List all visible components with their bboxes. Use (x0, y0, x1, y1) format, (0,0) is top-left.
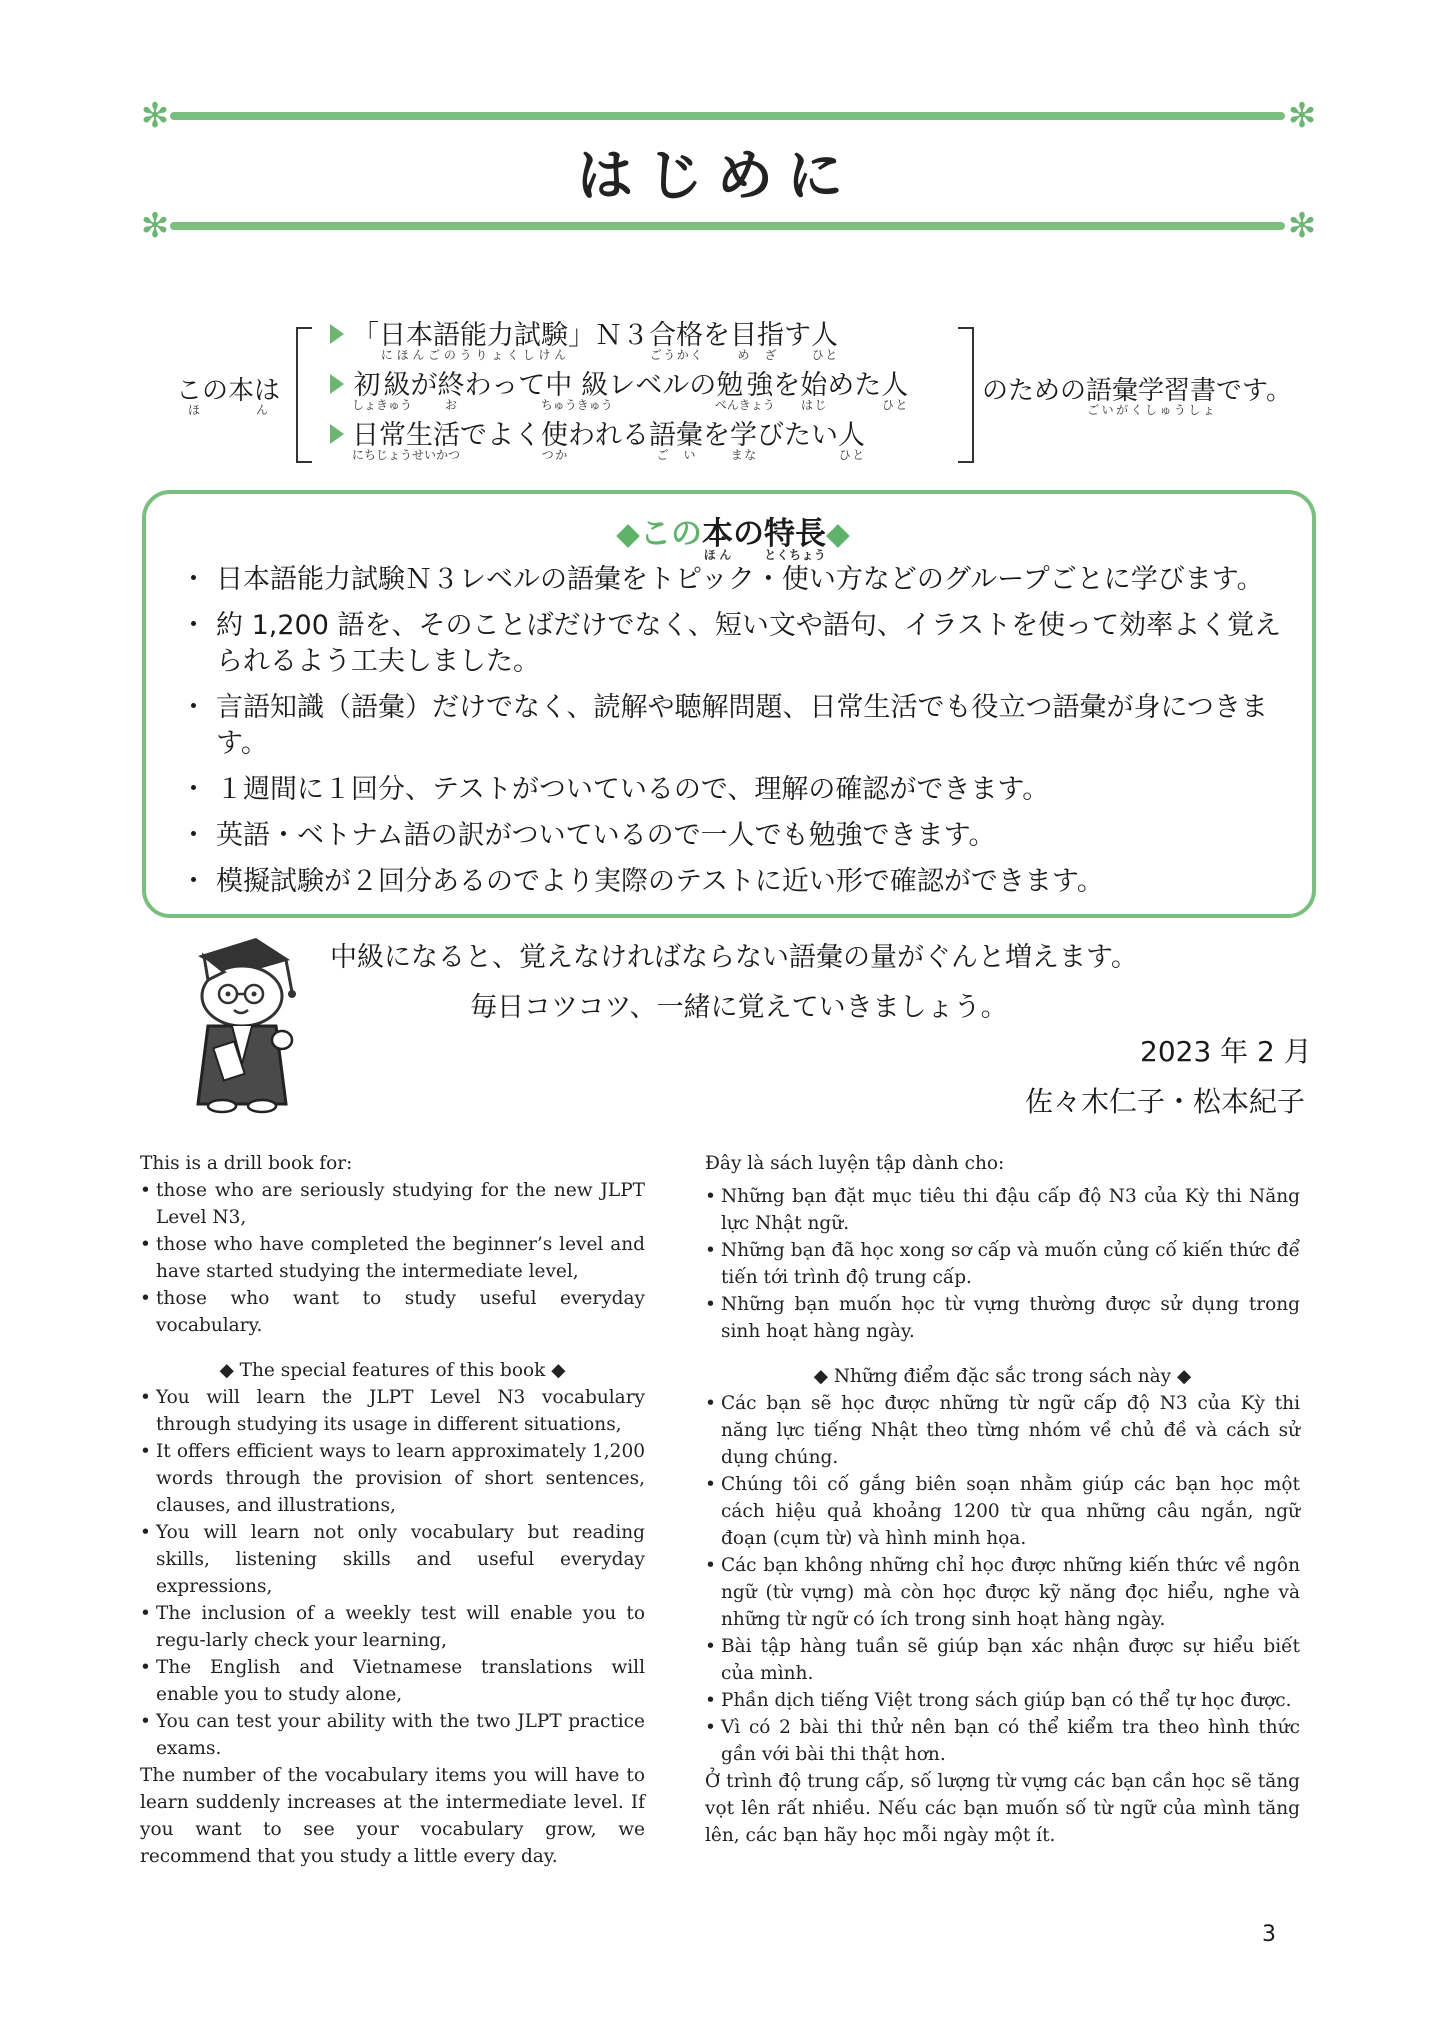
list-item: • those who want to study useful everyday vocabulary. (140, 1285, 645, 1339)
feature-item: ・ 模擬試験が２回分あるのでより実際のテストに近い形で確認ができます。 (184, 864, 1294, 900)
list-item: • Vì có 2 bài thi thử nên bạn có thể kiểm tra theo hình thức gần với bài thi thật hơn. (705, 1714, 1300, 1768)
list-item: • Các bạn sẽ học được những từ ngữ cấp độ N3 của Kỳ thi năng lực tiếng Nhật theo từng nhóm về chủ đề và cách sử dụng chúng. (705, 1390, 1300, 1471)
vietnamese-target-list (705, 1183, 1300, 1345)
target-item: 「日本語能力試験にほんごのうりょくしけん」Ｎ３合格ごうかくを目指めざす人ひと (330, 318, 908, 368)
english-intro: This is a drill book for: (140, 1153, 353, 1174)
flower-icon: ✻ (140, 96, 170, 136)
intro-tail: のための語彙学習書ごいがくしゅうしょです。 (982, 376, 1292, 417)
list-item: • Bài tập hàng tuần sẽ giúp bạn xác nhận được sự hiểu biết của mình. (705, 1633, 1300, 1687)
intro-lead: この本はほん (176, 376, 281, 417)
english-features-list (140, 1384, 645, 1762)
list-item: • You can test your ability with the two JLPT practice exams. (140, 1708, 645, 1762)
feature-item: ・ １週間に１回分、テストがついているので、理解の確認ができます。 (184, 772, 1294, 808)
page-number: 3 (1262, 1922, 1276, 1947)
title-rule-bottom (170, 222, 1285, 230)
english-features-heading: ◆ The special features of this book ◆ (219, 1360, 566, 1381)
page-title: はじめに (577, 144, 857, 209)
features-list (184, 562, 1294, 910)
triangle-bullet-icon (330, 324, 344, 344)
cat-graduate-mascot (178, 934, 308, 1114)
vietnamese-closing: Ở trình độ trung cấp, số lượng từ vựng các bạn cần học sẽ tăng vọt lên rất nhiều. Nếu các bạn muốn số từ ngữ của mình tăng lên, các bạn hãy học mỗi ngày một ít. (705, 1771, 1300, 1846)
list-item: • It offers efficient ways to learn approximately 1,200 words through the provision of short sentences, clauses, and illustrations, (140, 1438, 645, 1519)
list-item: • Những bạn đặt mục tiêu thi đậu cấp độ N3 của Kỳ thi Năng lực Nhật ngữ. (705, 1183, 1300, 1237)
list-item: • Những bạn muốn học từ vựng thường được sử dụng trong sinh hoạt hàng ngày. (705, 1291, 1300, 1345)
vietnamese-intro: Đây là sách luyện tập dành cho: (705, 1153, 1005, 1174)
date: 2023 年 2 月 (1140, 1035, 1312, 1068)
title-rule-top (170, 112, 1285, 120)
vietnamese-features-list (705, 1390, 1300, 1768)
feature-item: ・ 言語知識（語彙）だけでなく、読解や聴解問題、日常生活でも役立つ語彙が身につきます。 (184, 690, 1294, 762)
features-title: ◆この本ほんの特長とくちょう◆ (616, 516, 850, 562)
flower-icon: ✻ (1287, 206, 1317, 246)
flower-icon: ✻ (1287, 96, 1317, 136)
list-item: • Chúng tôi cố gắng biên soạn nhằm giúp các bạn học một cách hiệu quả khoảng 1200 từ qua những câu ngắn, ngữ đoạn (cụm từ) và hình minh họa. (705, 1471, 1300, 1552)
triangle-bullet-icon (330, 424, 344, 444)
vietnamese-column (705, 1150, 1300, 1849)
closing-message-line1: 中級になると、覚えなければならない語彙の量がぐんと増えます。 (330, 942, 1138, 973)
feature-item: ・ 英語・ベトナム語の訳がついているので一人でも勉強できます。 (184, 818, 1294, 854)
authors: 佐々木仁子・松本紀子 (1025, 1085, 1306, 1118)
flower-icon: ✻ (140, 206, 170, 246)
list-item: • The inclusion of a weekly test will enable you to regu-larly check your learning, (140, 1600, 645, 1654)
english-column (140, 1150, 645, 1870)
bracket-left (296, 327, 312, 463)
english-target-list (140, 1177, 645, 1339)
list-item: • The English and Vietnamese translations will enable you to study alone, (140, 1654, 645, 1708)
features-box (142, 490, 1316, 918)
target-item: 日常生活にちじょうせいかつでよく使つかわれる語彙ごいを学まなびたい人ひと (330, 418, 908, 468)
list-item: • You will learn the JLPT Level N3 vocabulary through studying its usage in different situations, (140, 1384, 645, 1438)
list-item: • Phần dịch tiếng Việt trong sách giúp bạn có thể tự học được. (705, 1687, 1300, 1714)
target-list (330, 318, 908, 468)
list-item: • Những bạn đã học xong sơ cấp và muốn củng cố kiến thức để tiến tới trình độ trung cấp. (705, 1237, 1300, 1291)
list-item: • Các bạn không những chỉ học được những kiến thức về ngôn ngữ (từ vựng) mà còn học được kỹ năng đọc hiểu, nghe và những từ ngữ có ích trong sinh hoạt hàng ngày. (705, 1552, 1300, 1633)
list-item: • those who have completed the beginner’s level and have started studying the intermediate level, (140, 1231, 645, 1285)
triangle-bullet-icon (330, 374, 344, 394)
closing-message-line2: 毎日コツコツ、一緒に覚えていきましょう。 (470, 992, 1008, 1023)
list-item: • those who are seriously studying for the new JLPT Level N3, (140, 1177, 645, 1231)
feature-item: ・ 約 1,200 語を、そのことばだけでなく、短い文や語句、イラストを使って効率よく覚えられるよう工夫しました。 (184, 608, 1294, 680)
target-item: 初級しょきゅうが終おわって中級ちゅうきゅうレベルの勉強べんきょうを始はじめた人ひと (330, 368, 908, 418)
english-closing: The number of the vocabulary items you will have to learn suddenly increases at the intermediate level. If you want to see your vocabulary grow, we recommend that you study a little every day. (140, 1765, 645, 1867)
feature-item: ・ 日本語能力試験Ｎ３レベルの語彙をトピック・使い方などのグループごとに学びます。 (184, 562, 1294, 598)
list-item: • You will learn not only vocabulary but reading skills, listening skills and useful everyday expressions, (140, 1519, 645, 1600)
vietnamese-features-heading: ◆ Những điểm đặc sắc trong sách này ◆ (813, 1366, 1192, 1387)
bracket-right (958, 327, 974, 463)
